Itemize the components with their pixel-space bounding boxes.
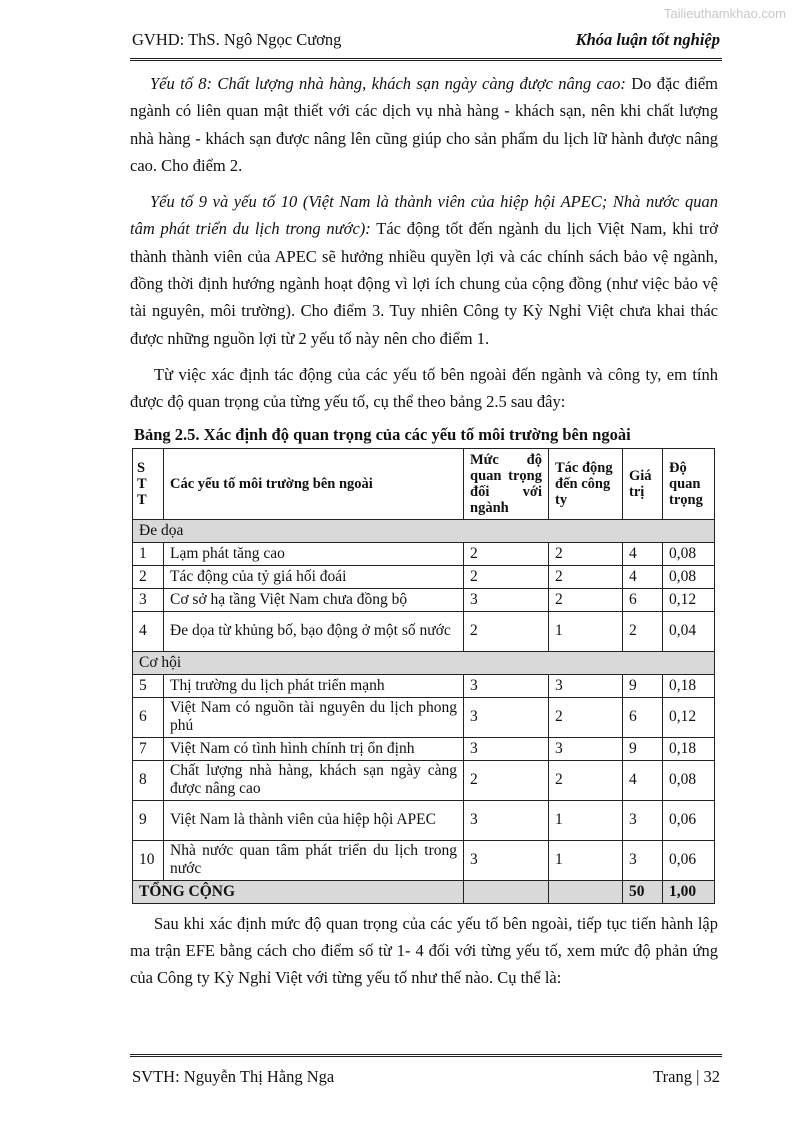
cell-stt: 5 (133, 674, 164, 697)
cell-stt: 9 (133, 800, 164, 840)
page-footer (130, 1054, 722, 1086)
cell-stt: 8 (133, 760, 164, 800)
cell-industry: 3 (464, 840, 549, 880)
paragraph-factor-8 (130, 70, 718, 179)
cell-importance: 0,12 (663, 588, 715, 611)
cell-factor: Đe dọa từ khủng bố, bạo động ở một số nước (164, 611, 464, 651)
header-industry-importance: Mức độ quan trọng đối với ngành (464, 448, 549, 519)
cell-company: 1 (549, 840, 623, 880)
cell-value: 4 (623, 565, 663, 588)
header-stt: S T T (133, 448, 164, 519)
cell-value: 3 (623, 840, 663, 880)
cell-industry: 2 (464, 542, 549, 565)
cell-importance: 0,06 (663, 840, 715, 880)
cell-factor: Việt Nam là thành viên của hiệp hội APEC (164, 800, 464, 840)
table-row (133, 674, 715, 697)
cell-industry: 2 (464, 611, 549, 651)
footer-student: SVTH: Nguyễn Thị Hằng Nga (132, 1067, 335, 1086)
factor-9-10-lead: Yếu tố 9 và yếu tố 10 (Việt Nam là thành viên của hiệp hội APEC; Nhà nước quan tâm phát triển du lịch trong nước): (130, 192, 718, 239)
total-industry-empty (464, 880, 549, 903)
cell-stt: 2 (133, 565, 164, 588)
group-row-threats (133, 519, 715, 542)
cell-company: 2 (549, 565, 623, 588)
cell-company: 2 (549, 588, 623, 611)
cell-stt: 7 (133, 737, 164, 760)
cell-industry: 3 (464, 588, 549, 611)
total-value: 50 (623, 880, 663, 903)
paragraph-intro-table: Từ việc xác định tác động của các yếu tố bên ngoài đến ngành và công ty, em tính được độ quan trọng của từng yếu tố, cụ thể theo bảng 2.5 sau đây: (130, 364, 718, 412)
cell-industry: 3 (464, 697, 549, 737)
cell-company: 1 (549, 800, 623, 840)
footer-page-number: Trang | 32 (653, 1067, 720, 1086)
cell-company: 2 (549, 697, 623, 737)
table-row (133, 588, 715, 611)
cell-importance: 0,12 (663, 697, 715, 737)
paragraph-efe-intro: Sau khi xác định mức độ quan trọng của các yếu tố bên ngoài, tiếp tục tiến hành lập ma trận EFE bằng cách cho điểm số từ 1- 4 đối với từng yếu tố, xem mức độ phản ứng của Công ty Kỳ Nghỉ Việt với từng yếu tố như thế nào. Cụ thể là: (130, 913, 718, 988)
factor-8-body: Do đặc điểm ngành có liên quan mật thiết với các dịch vụ nhà hàng - khách sạn, nên khi chất lượng nhà hàng - khách sạn được nâng lên cũng giúp cho sản phẩm du lịch lữ hành được nâng cao. Cho điểm 2. (130, 74, 718, 175)
cell-importance: 0,08 (663, 542, 715, 565)
header-factor: Các yếu tố môi trường bên ngoài (164, 448, 464, 519)
cell-stt: 3 (133, 588, 164, 611)
cell-company: 3 (549, 674, 623, 697)
cell-stt: 10 (133, 840, 164, 880)
cell-value: 9 (623, 737, 663, 760)
table-row (133, 760, 715, 800)
page-content (130, 70, 718, 1000)
importance-table (132, 448, 715, 904)
header-doc-title: Khóa luận tốt nghiệp (575, 30, 720, 49)
cell-factor: Nhà nước quan tâm phát triển du lịch trong nước (164, 840, 464, 880)
cell-importance: 0,06 (663, 800, 715, 840)
cell-factor: Việt Nam có tình hình chính trị ổn định (164, 737, 464, 760)
total-importance: 1,00 (663, 880, 715, 903)
group-label-threats: Đe dọa (133, 519, 715, 542)
cell-value: 4 (623, 542, 663, 565)
cell-importance: 0,04 (663, 611, 715, 651)
table-row (133, 840, 715, 880)
cell-importance: 0,08 (663, 760, 715, 800)
cell-stt: 1 (133, 542, 164, 565)
factor-9-10-body: Tác động tốt đến ngành du lịch Việt Nam, khi trở thành thành viên của APEC sẽ hưởng nhiều quyền lợi và các chính sách bảo vệ ngành, đồng thời định hướng ngành hoạt động vì lợi ích chung của cộng đồng (như việc bảo vệ tài nguyên, môi trường). Cho điểm 3. Tuy nhiên Công ty Kỳ Nghỉ Việt chưa khai thác được những nguồn lợi từ 2 yếu tố này nên cho điểm 1. (130, 219, 718, 348)
group-label-opportunities: Cơ hội (133, 651, 715, 674)
cell-company: 2 (549, 760, 623, 800)
cell-value: 4 (623, 760, 663, 800)
cell-importance: 0,18 (663, 674, 715, 697)
cell-factor: Cơ sở hạ tầng Việt Nam chưa đồng bộ (164, 588, 464, 611)
header-importance: Độ quan trọng (663, 448, 715, 519)
total-company-empty (549, 880, 623, 903)
paragraph-factor-9-10 (130, 188, 718, 352)
cell-industry: 3 (464, 737, 549, 760)
cell-factor: Tác động của tỷ giá hối đoái (164, 565, 464, 588)
cell-importance: 0,18 (663, 737, 715, 760)
cell-company: 2 (549, 542, 623, 565)
cell-factor: Việt Nam có nguồn tài nguyên du lịch phong phú (164, 697, 464, 737)
cell-factor: Thị trường du lịch phát triển mạnh (164, 674, 464, 697)
table-row (133, 611, 715, 651)
table-row (133, 800, 715, 840)
cell-industry: 3 (464, 674, 549, 697)
cell-value: 6 (623, 697, 663, 737)
header-value: Giá trị (623, 448, 663, 519)
watermark: Tailieuthamkhao.com (663, 6, 786, 21)
table-row (133, 565, 715, 588)
group-row-opportunities (133, 651, 715, 674)
cell-industry: 2 (464, 760, 549, 800)
cell-company: 3 (549, 737, 623, 760)
cell-value: 3 (623, 800, 663, 840)
cell-importance: 0,08 (663, 565, 715, 588)
cell-value: 9 (623, 674, 663, 697)
cell-stt: 6 (133, 697, 164, 737)
total-row (133, 880, 715, 903)
cell-factor: Chất lượng nhà hàng, khách sạn ngày càng được nâng cao (164, 760, 464, 800)
cell-value: 2 (623, 611, 663, 651)
table-row (133, 542, 715, 565)
cell-factor: Lạm phát tăng cao (164, 542, 464, 565)
page-header (130, 28, 722, 61)
cell-company: 1 (549, 611, 623, 651)
table-caption: Bảng 2.5. Xác định độ quan trọng của các yếu tố môi trường bên ngoài (134, 424, 631, 444)
table-header-row (133, 448, 715, 519)
factor-8-lead: Yếu tố 8: Chất lượng nhà hàng, khách sạn ngày càng được nâng cao: (150, 74, 626, 93)
table-row (133, 737, 715, 760)
header-company-impact: Tác động đến công ty (549, 448, 623, 519)
cell-industry: 2 (464, 565, 549, 588)
cell-value: 6 (623, 588, 663, 611)
cell-industry: 3 (464, 800, 549, 840)
total-label: TỔNG CỘNG (133, 880, 464, 903)
cell-stt: 4 (133, 611, 164, 651)
table-row (133, 697, 715, 737)
header-supervisor: GVHD: ThS. Ngô Ngọc Cương (132, 30, 342, 49)
